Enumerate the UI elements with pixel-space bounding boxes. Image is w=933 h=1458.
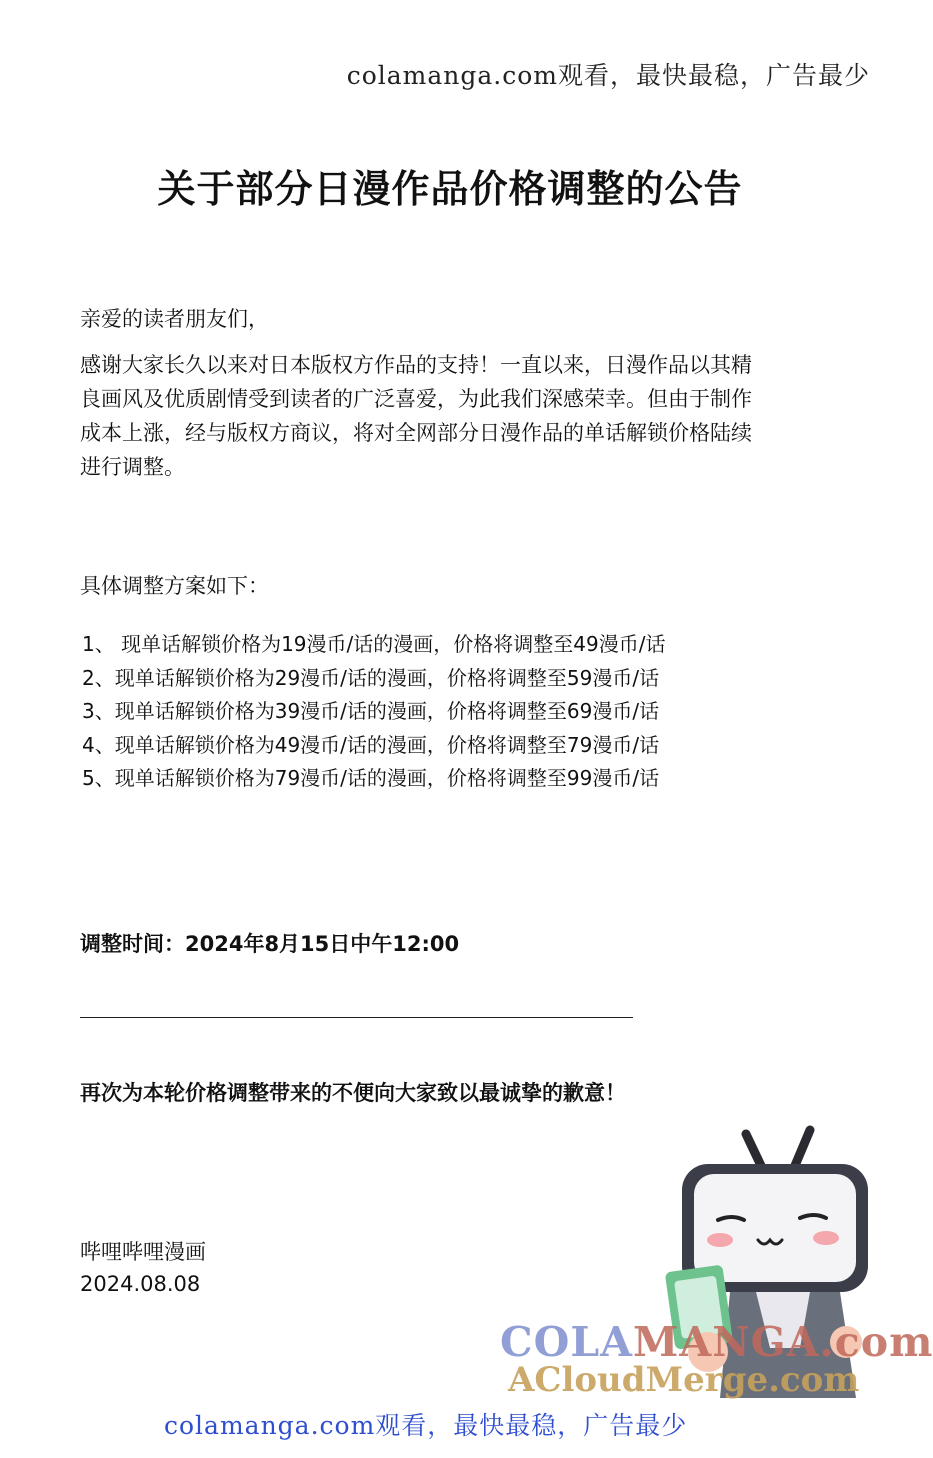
apology-text: 再次为本轮价格调整带来的不便向大家致以最诚挚的歉意！ xyxy=(80,1081,626,1105)
divider xyxy=(80,1017,633,1018)
adjustment-time: 调整时间：2024年8月15日中午12:00 xyxy=(80,932,460,956)
signature-date: 2024.08.08 xyxy=(80,1272,201,1296)
greeting: 亲爱的读者朋友们， xyxy=(80,307,269,331)
intro-paragraph xyxy=(80,348,810,484)
top-watermark: colamanga.com观看，最快最稳，广告最少 xyxy=(346,61,870,90)
list-item: 2、现单话解锁价格为29漫币/话的漫画，价格将调整至59漫币/话 xyxy=(82,665,660,690)
bottom-watermark: colamanga.com观看，最快最稳，广告最少 xyxy=(164,1411,688,1440)
list-item: 4、现单话解锁价格为49漫币/话的漫画，价格将调整至79漫币/话 xyxy=(82,732,660,757)
list-item: 5、现单话解锁价格为79漫币/话的漫画，价格将调整至99漫币/话 xyxy=(82,766,660,790)
paragraph-line: 感谢大家长久以来对日本版权方作品的支持！一直以来，日漫作品以其精 xyxy=(80,353,752,377)
price-adjustment-list xyxy=(82,628,665,796)
colamanga-logo-watermark xyxy=(500,1318,933,1366)
plan-heading: 具体调整方案如下： xyxy=(80,574,269,598)
paragraph-line: 良画风及优质剧情受到读者的广泛喜爱，为此我们深感荣幸。但由于制作 xyxy=(80,387,752,411)
paragraph-line: 进行调整。 xyxy=(80,455,185,479)
signature: 哔哩哔哩漫画 xyxy=(80,1240,206,1264)
paragraph-line: 成本上涨，经与版权方商议，将对全网部分日漫作品的单话解锁价格陆续 xyxy=(80,421,752,445)
announcement-title: 关于部分日漫作品价格调整的公告 xyxy=(157,167,743,211)
list-item: 3、现单话解锁价格为39漫币/话的漫画，价格将调整至69漫币/话 xyxy=(82,699,660,723)
logo-part-manga: MANGA.com xyxy=(633,1318,933,1366)
acloudmerge-watermark: ACloudMerge.com xyxy=(508,1360,860,1400)
logo-part-cola: COLA xyxy=(500,1318,633,1366)
list-item: 1、 现单话解锁价格为19漫币/话的漫画，价格将调整至49漫币/话 xyxy=(82,632,666,656)
